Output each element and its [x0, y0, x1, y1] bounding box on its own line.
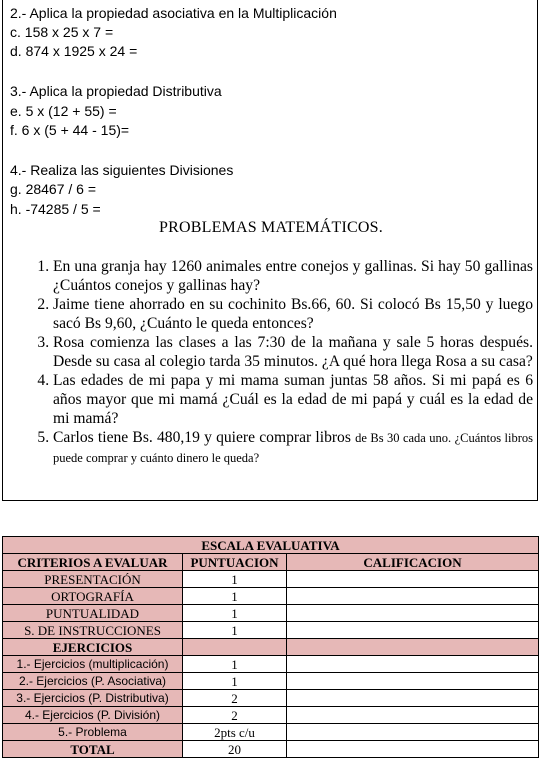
calificacion-cell — [287, 605, 539, 622]
exercise-e: e. 5 x (12 + 55) = — [10, 103, 117, 119]
exercise-box — [2, 0, 538, 501]
exercise-heading-2: 2.- Aplica la propiedad asociativa en la Multiplicación — [10, 5, 337, 21]
puntos-cell: 1 — [183, 605, 287, 622]
table-title: ESCALA EVALUATIVA — [3, 537, 539, 554]
exercise-heading-3: 3.- Aplica la propiedad Distributiva — [10, 83, 222, 99]
problem-item: 2. Jaime tiene ahorrado en su cochinito Bs.66, 60. Si colocó Bs 15,50 y luego sacó Bs 9,60, ¿Cuánto le queda entonces? — [53, 295, 533, 333]
problem-item: 4. Las edades de mi papa y mi mama suman juntas 58 años. Si mi papá es 6 años mayor que mi mamá ¿Cuál es la edad de mi papá y cuál es la edad de mi mamá? — [53, 371, 533, 428]
section-empty-cell — [287, 639, 539, 656]
section-empty-cell — [183, 639, 287, 656]
puntos-cell: 1 — [183, 588, 287, 605]
table-row — [3, 571, 539, 588]
criterio-cell: S. DE INSTRUCCIONES — [3, 622, 183, 639]
problem-item — [53, 428, 533, 468]
exercise-c: c. 158 x 25 x 7 = — [10, 24, 114, 40]
puntos-cell: 2 — [183, 690, 287, 707]
problems-title: PROBLEMAS MATEMÁTICOS. — [159, 219, 383, 236]
table-row — [3, 673, 539, 690]
exercise-detail: (P. Distributiva) — [88, 691, 169, 705]
exercise-detail: (multiplicación) — [88, 657, 169, 671]
table-row — [3, 690, 539, 707]
exercise-heading-4: 4.- Realiza las siguientes Divisiones — [10, 162, 234, 178]
header-puntuacion: PUNTUACION — [183, 554, 287, 571]
problem-item: 3. Rosa comienza las clases a las 7:30 de la mañana y sale 5 horas después. Desde su casa al colegio tarda 35 minutos. ¿A qué hora llega Rosa a su casa? — [53, 333, 533, 371]
criterio-cell: PRESENTACIÓN — [3, 571, 183, 588]
calificacion-cell — [287, 673, 539, 690]
exercise-g: g. 28467 / 6 = — [10, 181, 97, 197]
exercise-d: d. 874 x 1925 x 24 = — [10, 43, 138, 59]
calificacion-cell — [287, 690, 539, 707]
exercise-prefix: 3.- Ejercicios — [16, 691, 85, 705]
problema-criterio-cell — [3, 724, 183, 741]
table-row — [3, 639, 539, 656]
calificacion-cell — [287, 588, 539, 605]
exercise-criterio-cell — [3, 656, 183, 673]
calificacion-cell — [287, 622, 539, 639]
problems-list — [3, 257, 533, 468]
problem-5-main: Carlos tiene Bs. 480,19 y quiere comprar libros — [53, 429, 351, 446]
exercise-prefix: 4.- Ejercicios — [24, 708, 94, 722]
table-row — [3, 724, 539, 741]
table-row — [3, 656, 539, 673]
section-ejercicios: EJERCICIOS — [3, 639, 183, 656]
table-row — [3, 707, 539, 724]
exercise-criterio-cell — [3, 690, 183, 707]
exercise-f: f. 6 x (5 + 44 - 15)= — [10, 122, 130, 138]
problem-5-small: de Bs 30 cada uno. ¿Cuántos libros puede comprar y cuánto dinero le queda? — [53, 431, 534, 465]
exercise-criterio-cell — [3, 673, 183, 690]
table-row — [3, 622, 539, 639]
table-row — [3, 741, 539, 758]
exercise-detail: (P. División) — [96, 708, 161, 722]
puntos-cell: 1 — [183, 622, 287, 639]
header-calificacion: CALIFICACION — [287, 554, 539, 571]
exercise-criterio-cell — [3, 707, 183, 724]
puntos-cell: 2pts c/u — [183, 724, 287, 741]
header-criterios: CRITERIOS A EVALUAR — [3, 554, 183, 571]
calificacion-cell — [287, 707, 539, 724]
calificacion-cell — [287, 656, 539, 673]
problem-item: 1. En una granja hay 1260 animales entre conejos y gallinas. Si hay 50 gallinas ¿Cuántos conejos y gallinas hay? — [53, 257, 533, 295]
total-label: TOTAL — [3, 741, 183, 758]
table-row — [3, 605, 539, 622]
puntos-cell: 2 — [183, 707, 287, 724]
criterio-cell: ORTOGRAFÍA — [3, 588, 183, 605]
calificacion-cell — [287, 724, 539, 741]
puntos-cell: 1 — [183, 571, 287, 588]
calificacion-cell — [287, 571, 539, 588]
exercise-prefix: 2.- Ejercicios — [18, 674, 88, 688]
table-row — [3, 588, 539, 605]
calificacion-cell — [287, 741, 539, 758]
puntos-cell: 1 — [183, 656, 287, 673]
exercise-detail: (P. Asociativa) — [90, 674, 167, 688]
problema-label: 5.- Problema — [58, 725, 127, 739]
exercise-prefix: 1.- Ejercicios — [16, 657, 86, 671]
criterio-cell: PUNTUALIDAD — [3, 605, 183, 622]
puntos-cell: 1 — [183, 673, 287, 690]
evaluation-table — [2, 536, 539, 758]
exercise-h: h. -74285 / 5 = — [10, 201, 101, 217]
total-puntos: 20 — [183, 741, 287, 758]
